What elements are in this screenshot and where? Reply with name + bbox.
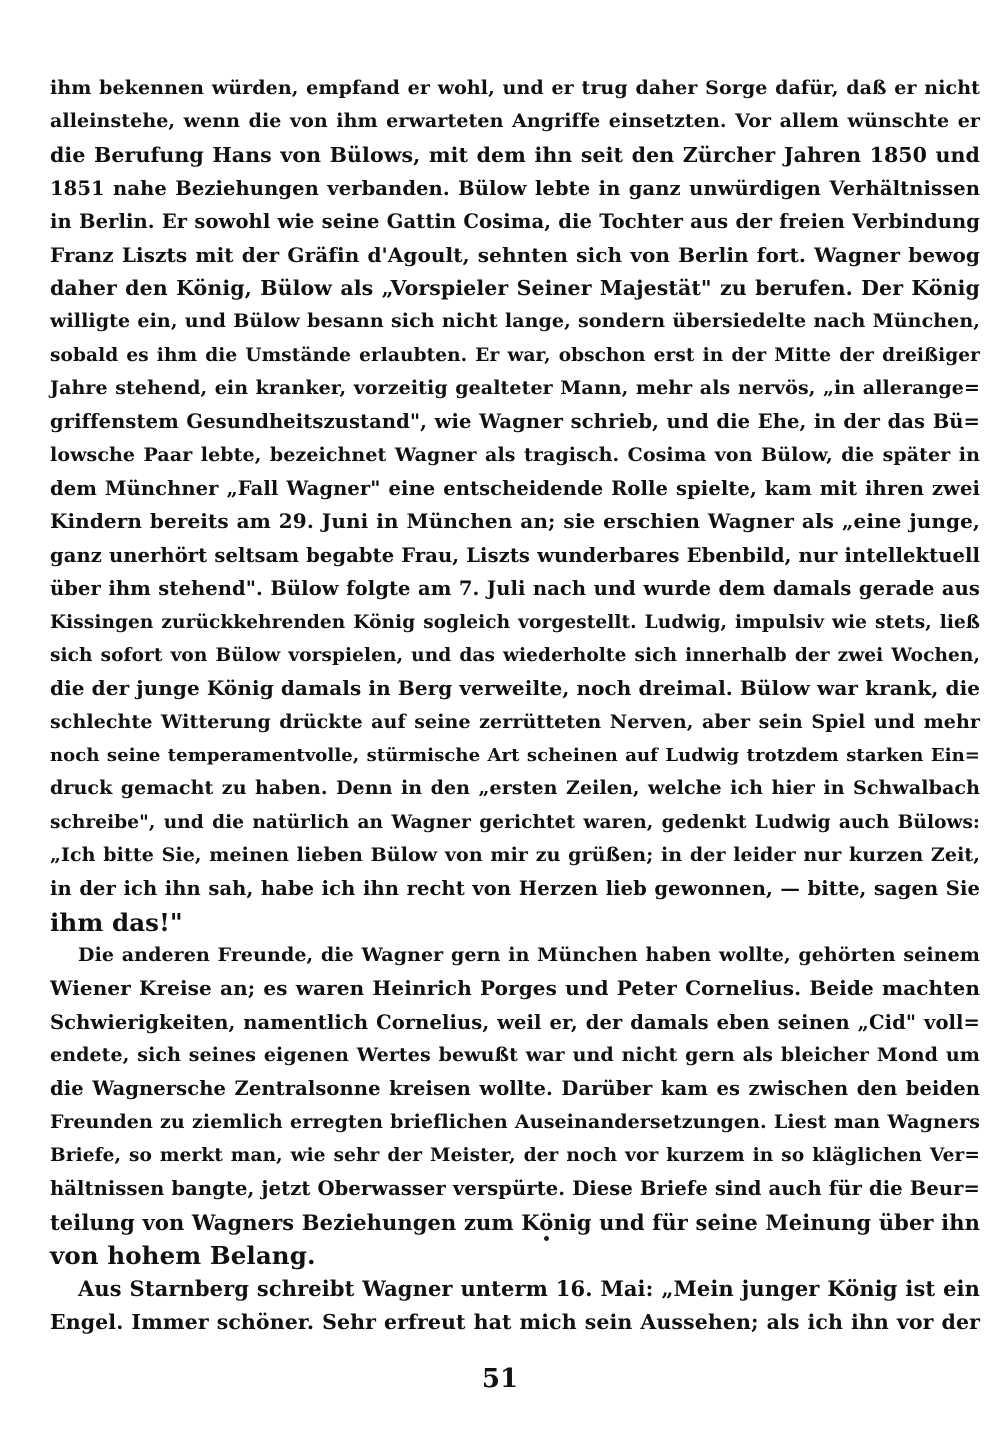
text-line: von hohem Belang.: [50, 1241, 316, 1271]
paragraph-start-line: Die anderen Freunde, die Wagner gern in München haben wollte, gehörten seinem: [78, 943, 980, 966]
text-line: sobald es ihm die Umstände erlaubten. Er war, obschon erst in der Mitte der dreißiger: [50, 344, 980, 366]
text-line: Freunden zu ziemlich erregten brieflichen Auseinandersetzungen. Liest man Wagners: [50, 1110, 980, 1133]
text-line: alleinstehe, wenn die von ihm erwarteten Angriffe einsetzten. Vor allem wünschte er: [50, 110, 980, 133]
text-line: griffenstem Gesundheitszustand", wie Wagner schrieb, und die Ehe, in der das Bü=: [50, 410, 980, 434]
text-line: die Wagnersche Zentralsonne kreisen wollte. Darüber kam es zwischen den beiden: [50, 1077, 980, 1101]
text-line: die Berufung Hans von Bülows, mit dem ihn seit den Zürcher Jahren 1850 und: [50, 142, 980, 167]
text-line: Kindern bereits am 29. Juni in München an; sie erschien Wagner als „eine junge,: [50, 509, 980, 534]
text-line: in Berlin. Er sowohl wie seine Gattin Cosima, die Tochter aus der freien Verbindung: [50, 210, 980, 234]
text-line: Kissingen zurückkehrenden König sogleich vorgestellt. Ludwig, impulsiv wie stets, ließ: [50, 611, 980, 633]
text-line: Schwierigkeiten, namentlich Cornelius, weil er, der damals eben seinen „Cid" voll=: [50, 1010, 980, 1034]
text-line: dem Münchner „Fall Wagner" eine entscheidende Rolle spielte, kam mit ihren zwei: [50, 477, 980, 501]
page-number: 51: [481, 1364, 519, 1394]
text-line: Wiener Kreise an; es waren Heinrich Porges und Peter Cornelius. Beide machten: [50, 976, 980, 1001]
text-line: ihm bekennen würden, empfand er wohl, und er trug daher Sorge dafür, daß er nicht: [50, 77, 980, 99]
text-line: lowsche Paar lebte, bezeichnet Wagner als tragisch. Cosima von Bülow, die später in: [50, 443, 980, 466]
text-line: Franz Liszts mit der Gräfin d'Agoult, sehnten sich von Berlin fort. Wagner bewog: [50, 242, 980, 267]
text-line: noch seine temperamentvolle, stürmische Art scheinen auf Ludwig trotzdem starken Ein=: [50, 744, 980, 766]
text-line: schlechte Witterung drückte auf seine zerrütteten Nerven, aber sein Spiel und mehr: [50, 710, 980, 733]
text-line: in der ich ihn sah, habe ich ihn recht von Herzen lieb gewonnen, — bitte, sagen Sie: [50, 877, 980, 901]
text-line: druck gemacht zu haben. Denn in den „ersten Zeilen, welche ich hier in Schwalbach: [50, 777, 980, 800]
text-line: endete, sich seines eigenen Wertes bewußt war und nicht gern als bleicher Mond um: [50, 1043, 980, 1066]
text-line: hältnissen bangte, jetzt Oberwasser verspürte. Diese Briefe sind auch für die Beur=: [50, 1177, 980, 1201]
text-line: sich sofort von Bülow vorspielen, und das wiederholte sich innerhalb der zwei Wochen,: [50, 644, 980, 666]
text-line: 1851 nahe Beziehungen verbanden. Bülow lebte in ganz unwürdigen Verhältnissen: [50, 177, 980, 201]
text-line: schreibe", und die natürlich an Wagner gerichtet waren, gedenkt Ludwig auch Bülows:: [50, 811, 980, 833]
text-line: teilung von Wagners Beziehungen zum König und für seine Meinung über ihn: [50, 1209, 980, 1235]
text-line: Briefe, so merkt man, wie sehr der Meister, der noch vor kurzem in so kläglichen Ver=: [50, 1145, 980, 1166]
text-line: die der junge König damals in Berg verweilte, noch dreimal. Bülow war krank, die: [50, 676, 981, 701]
text-line: daher den König, Bülow als „Vorspieler Seiner Majestät" zu berufen. Der König: [50, 276, 980, 301]
print-speck: [544, 1236, 549, 1241]
text-line: „Ich bitte Sie, meinen lieben Bülow von mir zu grüßen; in der leider nur kurzen Zeit,: [50, 843, 980, 866]
text-line: ihm das!": [50, 907, 183, 937]
text-line: Engel. Immer schöner. Sehr erfreut hat mich sein Aussehen; als ich ihn vor der: [50, 1309, 980, 1334]
text-line: Jahre stehend, ein kranker, vorzeitig gealteter Mann, mehr als nervös, „in allerange=: [50, 377, 980, 400]
text-line: über ihm stehend". Bülow folgte am 7. Juli nach und wurde dem damals gerade aus: [50, 577, 980, 601]
text-line: ganz unerhört seltsam begabte Frau, Liszts wunderbares Ebenbild, nur intellektuell: [50, 543, 980, 567]
text-line: willigte ein, und Bülow besann sich nicht lange, sondern übersiedelte nach München,: [50, 310, 980, 333]
body-text: [50, 72, 980, 1339]
paragraph-start-line: Aus Starnberg schreibt Wagner unterm 16. Mai: „Mein junger König ist ein: [78, 1276, 980, 1302]
